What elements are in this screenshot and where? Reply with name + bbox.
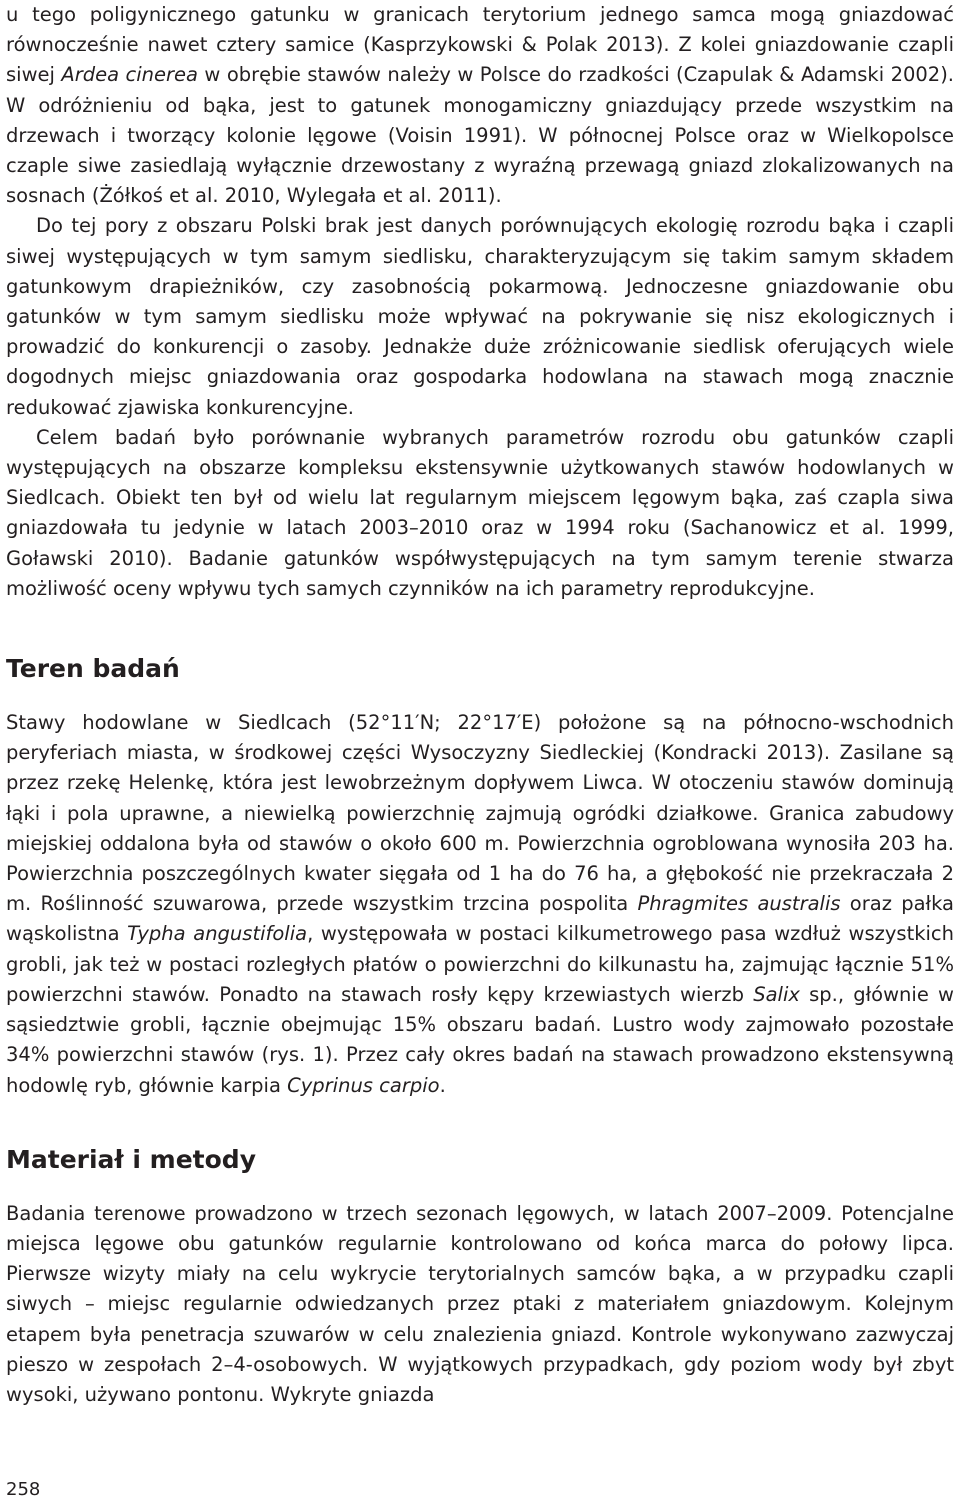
latin-name: Cyprinus carpio: [287, 1073, 440, 1097]
methods-paragraph: Badania terenowe prowadzono w trzech sezonach lęgowych, w latach 2007–2009. Potencjalne miejsca lęgowe obu gatunków regularnie kontrolowano od końca marca do połowy lipca. Pierwsze wizyty miały na celu wykrycie terytorialnych samców bąka, a w przypadku czapli siwych – miejsc regularnie odwiedzanych przez ptaki z materiałem gniazdowym. Kolejnym etapem była penetracja szuwarów w celu znalezienia gniazd. Kontrole wykonywano zazwyczaj pieszo w zespołach 2–4-osobowych. W wyjątkowych przypadkach, gdy poziom wody był zbyt wysoki, używano pontonu. Wykryte gniazda: [6, 1201, 954, 1406]
document-page: [6, 0, 954, 1410]
text-run: , występowała w postaci kilkumetrowego pasa wzdłuż wszystkich grobli, jak też w postaci rozległych płatów o powierzchni do kilkunastu ha, zajmując łącznie 51% powierzchni stawów. Ponadto na stawach rosły kępy krzewiastych wierzb: [6, 922, 955, 1006]
section-heading-methods: Materiał i metody: [6, 1144, 256, 1174]
page-number: 258: [6, 1479, 41, 1500]
section-heading-study-area: Teren badań: [6, 654, 180, 684]
text-run: .: [439, 1073, 446, 1097]
intro-paragraph-1: [6, 0, 954, 211]
text-run: w obrębie stawów należy w Polsce do rzadkości (Czapulak & Adamski 2002). W odróżnieniu od bąka, jest to gatunek monogamiczny gniazdujący przede wszystkim na drzewach i tworzący kolonie lęgowe (Voisin 1991). W północnej Polsce oraz w Wielkopolsce czaple siwe zasiedlają wyłącznie drzewostany z wyraźną przewagą gniazd zlokalizowanych na sosnach (Żółkoś et al. 2010, Wylegała et al. 2011).: [6, 63, 955, 208]
intro-paragraph-2: Do tej pory z obszaru Polski brak jest danych porównujących ekologię rozrodu bąka i czapli siwej występujących w tym samym siedlisku, charakteryzującym się takim samym składem gatunkowym drapieżników, czy zasobnością pokarmową. Jednoczesne gniazdowanie obu gatunków w tym samym siedlisku może wpływać na pokrywanie się nisz ekologicznych i prowadzić do konkurencji o zasoby. Jednakże duże zróżnicowanie siedlisk oferujących wiele dogodnych miejsc gniazdowania oraz gospodarka hodowlana na stawach mogą znacznie redukować zjawiska konkurencyjne.: [6, 214, 954, 419]
latin-name: Typha angustifolia: [127, 922, 308, 946]
text-run: oraz pałka wąskolistna: [6, 892, 954, 946]
text-run: Stawy hodowlane w Siedlcach (52°11′N; 22°17′E) położone są na północno-wschodnich peryferiach miasta, w środkowej części Wysoczyzny Siedleckiej (Kondracki 2013). Zasilane są przez rzekę Helenkę, która jest lewobrzeżnym dopływem Liwca. W otoczeniu stawów dominują łąki i pola uprawne, a niewielką powierzchnię zajmują ogródki działkowe. Granica zabudowy miejskiej oddalona była od stawów o około 600 m. Powierzchnia ogroblowana wynosiła 203 ha. Powierzchnia poszczególnych kwater sięgała od 1 ha do 76 ha, a głębokość nie przekraczała 2 m. Roślinność szuwarowa, przede wszystkim trzcina pospolita: [6, 711, 954, 916]
text-run: u tego poligynicznego gatunku w granicach terytorium jednego samca mogą gniazdować równocześnie nawet cztery samice (Kasprzykowski & Polak 2013). Z kolei gniazdowanie czapli siwej: [6, 3, 954, 87]
study-area-paragraph: [6, 708, 954, 1101]
intro-paragraph-3: Celem badań było porównanie wybranych parametrów rozrodu obu gatunków czapli występujących na obszarze kompleksu ekstensywnie użytkowanych stawów hodowlanych w Siedlcach. Obiekt ten był od wielu lat regularnym miejscem lęgowym bąka, zaś czapla siwa gniazdowała tu jedynie w latach 2003–2010 oraz w 1994 roku (Sachanowicz et al. 1999, Goławski 2010). Badanie gatunków współwystępujących na tym samym terenie stwarza możliwość oceny wpływu tych samych czynników na ich parametry reprodukcyjne.: [6, 425, 954, 600]
text-run: sp., głównie w sąsiedztwie grobli, łącznie obejmując 15% obszaru badań. Lustro wody zajmowało pozostałe 34% powierzchni stawów (rys. 1). Przez cały okres badań na stawach prowadzono ekstensywną hodowlę ryb, głównie karpia: [6, 982, 954, 1097]
latin-name: Ardea cinerea: [61, 63, 198, 87]
latin-name: Salix: [753, 982, 800, 1006]
latin-name: Phragmites australis: [637, 892, 841, 916]
